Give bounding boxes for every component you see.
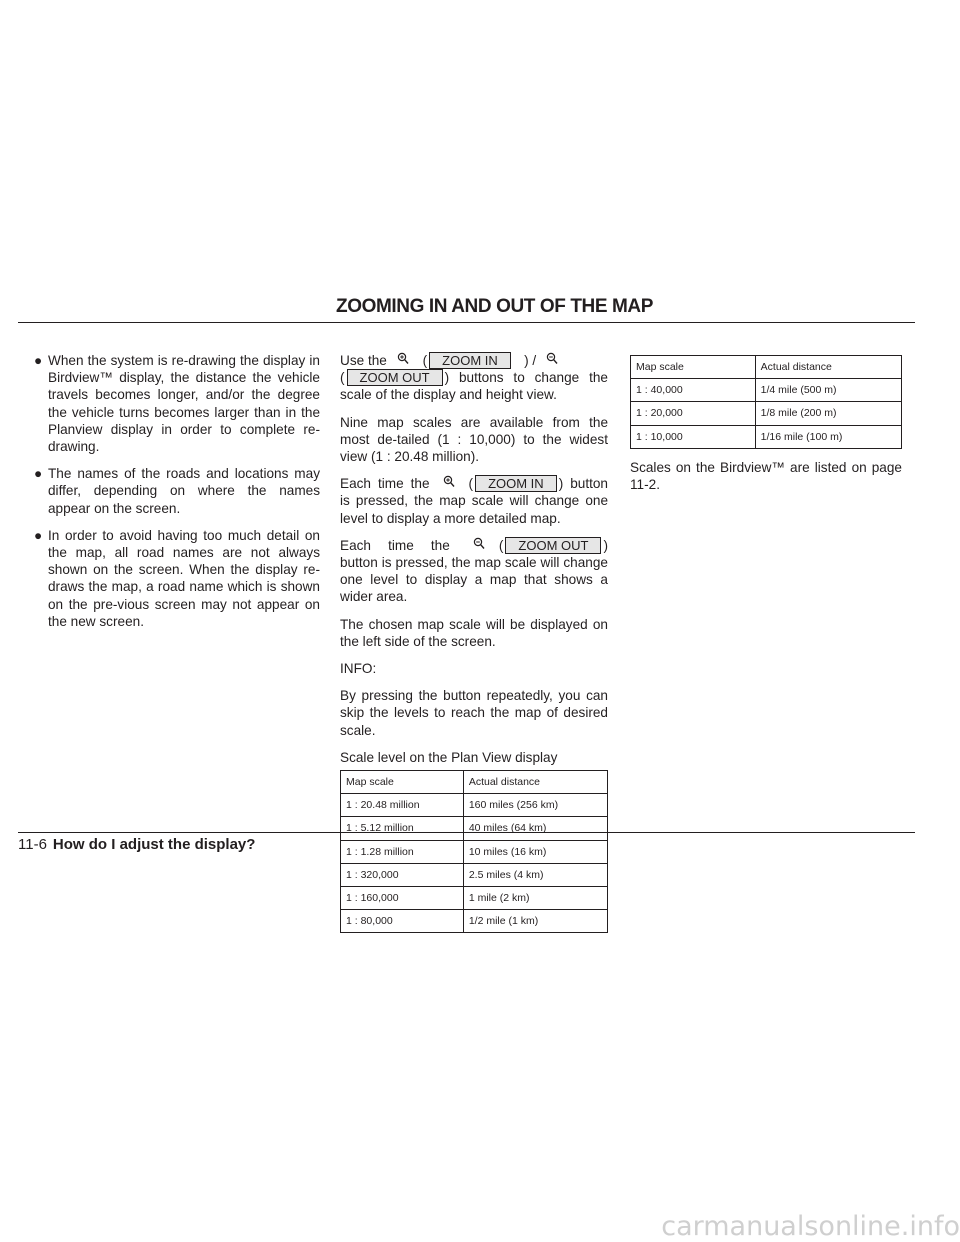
caution-list: [34, 352, 320, 630]
plan-view-scale-table: [340, 770, 608, 933]
bullet-icon: ●: [34, 527, 43, 543]
zoom-out-key-label: ZOOM OUT: [347, 369, 443, 386]
table-header-cell: Map scale: [341, 771, 464, 794]
table-row: 1 : 20.48 million 160 miles (256 km): [341, 794, 608, 817]
list-item: ● The names of the roads and locations may differ, depending on where the names appear on the screen.: [34, 466, 320, 516]
left-column: [34, 352, 320, 640]
list-item: ● In order to avoid having too much detail on the map, all road names are not always shown on the screen. When the display re-draws the map, a road name which is shown on the pre-vious screen may not appear on the new screen.: [34, 527, 320, 629]
table-row: 1 : 320,000 2.5 miles (4 km): [341, 863, 608, 886]
section-rule: [18, 322, 915, 323]
page-footer: [18, 836, 255, 853]
bullet-icon: ●: [34, 353, 43, 368]
plan-table-caption: Scale level on the Plan View display: [340, 749, 558, 765]
table-header-cell: Map scale: [631, 356, 756, 379]
list-item: ● When the system is re-drawing the display in Birdview™ display, the distance the vehicle travels becomes longer, and/or the degree the vehicle turns becomes larger than in the Planview display in order to complete re-drawing.: [34, 353, 320, 455]
middle-column: [340, 352, 608, 943]
zoom-in-key-label: ZOOM IN: [429, 352, 511, 369]
zoom-out-key-label: ZOOM OUT: [505, 537, 601, 554]
chapter-title: How do I adjust the display?: [52, 836, 256, 853]
info-label: INFO:: [340, 661, 377, 677]
right-column: [630, 355, 902, 503]
table-row: 1 : 20,000 1/8 mile (200 m): [631, 402, 902, 425]
zoom-out-icon: [473, 537, 485, 551]
page-number: 11-6: [18, 836, 47, 853]
table-row: 1 : 5.12 million 40 miles (64 km): [341, 817, 608, 840]
zoom-in-icon: [397, 352, 409, 366]
zoom-out-icon: [546, 352, 558, 366]
table-row: 1 : 160,000 1 mile (2 km): [341, 887, 608, 910]
use-buttons-paragraph: Use the ( ZOOM IN ) / ( ZOOM OUT ) buttons to change the scale of the display and height view.: [340, 353, 608, 403]
table-row: 1 : 10,000 1/16 mile (100 m): [631, 425, 902, 448]
table-row: 1 : 40,000 1/4 mile (500 m): [631, 379, 902, 402]
bullet-icon: ●: [34, 466, 43, 482]
zoom-in-key-label: ZOOM IN: [475, 475, 557, 492]
table-header-row: [341, 771, 608, 794]
table-row: 1 : 1.28 million 10 miles (16 km): [341, 840, 608, 863]
nine-scales-paragraph: Nine map scales are available from the most de-tailed (1 : 10,000) to the widest view (1 : 20.48 million).: [340, 414, 608, 465]
table-header-cell: Actual distance: [463, 771, 607, 794]
birdview-note: Scales on the Birdview™ are listed on page 11-2.: [630, 459, 902, 493]
birdview-scale-table: [630, 355, 902, 449]
section-title: ZOOMING IN AND OUT OF THE MAP: [336, 296, 654, 317]
zoom-in-icon: [443, 475, 455, 489]
chosen-scale-paragraph: The chosen map scale will be displayed on the left side of the screen.: [340, 616, 608, 649]
zoom-out-paragraph: Each time the ( ZOOM OUT ) button is pressed, the map scale will change one level to display a map that shows a wider area.: [340, 537, 608, 605]
watermark: carmanualsonline.info: [661, 1211, 960, 1242]
zoom-in-paragraph: Each time the ( ZOOM IN ) button is pressed, the map scale will change one level to display a more detailed map.: [340, 476, 608, 526]
table-header-row: [631, 356, 902, 379]
table-row: 1 : 80,000 1/2 mile (1 km): [341, 910, 608, 933]
repeat-press-paragraph: By pressing the button repeatedly, you can skip the levels to reach the map of desired scale.: [340, 688, 608, 738]
table-header-cell: Actual distance: [755, 356, 901, 379]
